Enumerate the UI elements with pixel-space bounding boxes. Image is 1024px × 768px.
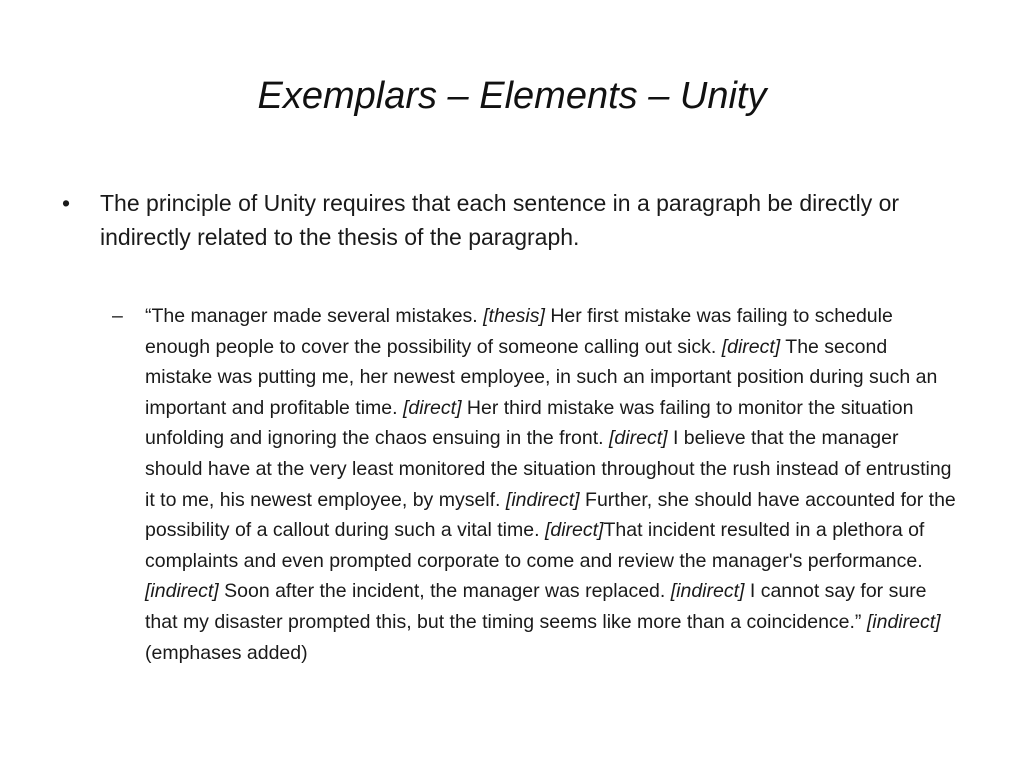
- example-text-segment: (emphases added): [145, 641, 308, 664]
- annotation-tag: [direct]: [721, 335, 781, 358]
- annotation-tag: [direct]: [609, 427, 668, 450]
- annotation-tag: [indirect]: [866, 610, 941, 633]
- bullet-marker: •: [62, 190, 71, 216]
- example-text-segment: Her first mistake was failing to schedule enough people to cover the possibility of someone calling out sick.: [145, 305, 893, 358]
- annotation-tag: [direct]: [544, 519, 604, 542]
- main-bullet-text: The principle of Unity requires that each sentence in a paragraph be directly or indirectly related to the thesis of the paragraph.: [100, 190, 900, 250]
- annotation-tag: [indirect]: [670, 580, 745, 603]
- example-text-segment: Further, she should have accounted for the possibility of a callout during such a vital time.: [145, 488, 956, 542]
- sub-bullet: [112, 301, 957, 668]
- example-text-segment: “The manager made several mistakes.: [145, 305, 484, 327]
- example-text-segment: I believe that the manager should have at the very least monitored the situation throughout the rush instead of entrusting it to me, his newest employee, by myself.: [145, 427, 952, 511]
- annotation-tag: [indirect]: [145, 580, 219, 603]
- example-paragraph: [145, 301, 957, 668]
- example-text-segment: I cannot say for sure that my disaster prompted this, but the timing seems like more than a coincidence.”: [145, 580, 927, 633]
- example-text-segment: That incident resulted in a plethora of complaints and even prompted corporate to come and review the manager's performance.: [145, 519, 925, 572]
- annotation-tag: [thesis]: [483, 305, 545, 327]
- sub-bullet-marker: –: [112, 305, 123, 327]
- annotation-tag: [indirect]: [505, 488, 580, 511]
- slide-title: Exemplars – Elements – Unity: [257, 75, 767, 117]
- example-text-segment: Soon after the incident, the manager was replaced.: [218, 580, 671, 603]
- annotation-tag: [direct]: [402, 396, 462, 419]
- example-text-segment: Her third mistake was failing to monitor the situation unfolding and ignoring the chaos ensuing in the front.: [145, 396, 914, 450]
- main-bullet: [62, 186, 942, 254]
- example-text-segment: The second mistake was putting me, her newest employee, in such an important position during such an important and profitable time.: [145, 335, 938, 419]
